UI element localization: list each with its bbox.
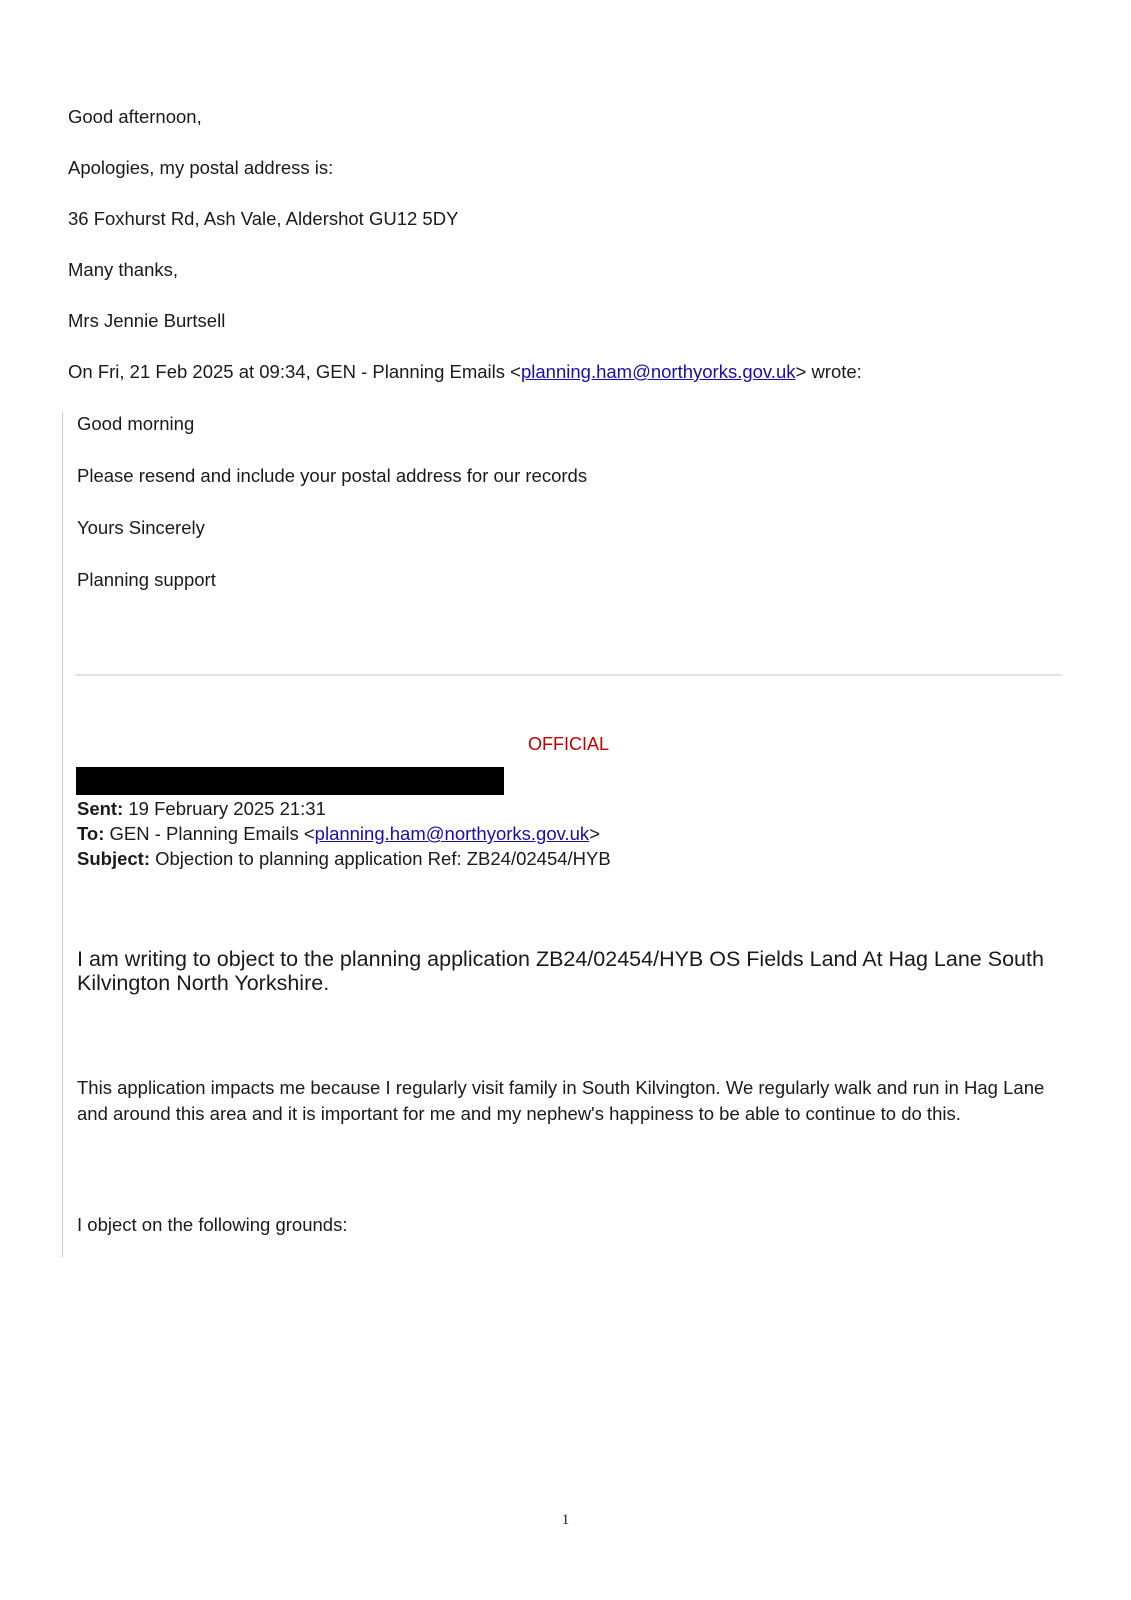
- grounds-line: I object on the following grounds:: [77, 1214, 348, 1235]
- sent-line: [77, 797, 326, 821]
- subject-label: Subject:: [77, 848, 150, 869]
- reply-thanks: Many thanks,: [68, 259, 179, 280]
- attribution-prefix: On Fri, 21 Feb 2025 at 09:34, GEN - Planning Emails <: [68, 361, 521, 382]
- to-email-link[interactable]: planning.ham@northyorks.gov.uk: [314, 823, 590, 844]
- attribution-suffix: > wrote:: [795, 361, 862, 382]
- attribution-email-link[interactable]: planning.ham@northyorks.gov.uk: [520, 361, 796, 382]
- horizontal-divider: [75, 674, 1062, 676]
- reply-greeting: Good afternoon,: [68, 106, 202, 127]
- quoted-greeting: Good morning: [77, 413, 195, 434]
- quoted-closing: Yours Sincerely: [77, 517, 205, 538]
- sent-label: Sent:: [77, 798, 124, 819]
- to-prefix: GEN - Planning Emails <: [109, 823, 315, 844]
- classification-label: OFFICIAL: [527, 734, 609, 754]
- redacted-from-line: [76, 767, 504, 795]
- sent-value: 19 February 2025 21:31: [128, 798, 326, 819]
- subject-value: Objection to planning application Ref: ZB24/02454/HYB: [155, 848, 611, 869]
- quoted-request: Please resend and include your postal address for our records: [77, 465, 588, 486]
- page-number: 1: [561, 1512, 570, 1528]
- subject-line: [77, 847, 611, 871]
- to-suffix: >: [589, 823, 600, 844]
- postal-address: 36 Foxhurst Rd, Ash Vale, Aldershot GU12 5DY: [68, 208, 459, 229]
- reply-signature: Mrs Jennie Burtsell: [68, 310, 226, 331]
- to-line: [77, 822, 600, 846]
- objection-intro: I am writing to object to the planning application ZB24/02454/HYB OS Fields Land At Hag Lane South Kilvington North Yorkshire.: [77, 947, 1044, 995]
- to-label: To:: [77, 823, 105, 844]
- reply-attribution: [68, 360, 862, 384]
- impact-paragraph: This application impacts me because I regularly visit family in South Kilvington. We regularly walk and run in Hag Lane and around this area and it is important for me and my nephew's happiness to be able to continue to do this.: [77, 1077, 1045, 1124]
- reply-apology: Apologies, my postal address is:: [68, 157, 334, 178]
- quoted-sender: Planning support: [77, 569, 216, 590]
- quote-bar: [62, 412, 63, 1257]
